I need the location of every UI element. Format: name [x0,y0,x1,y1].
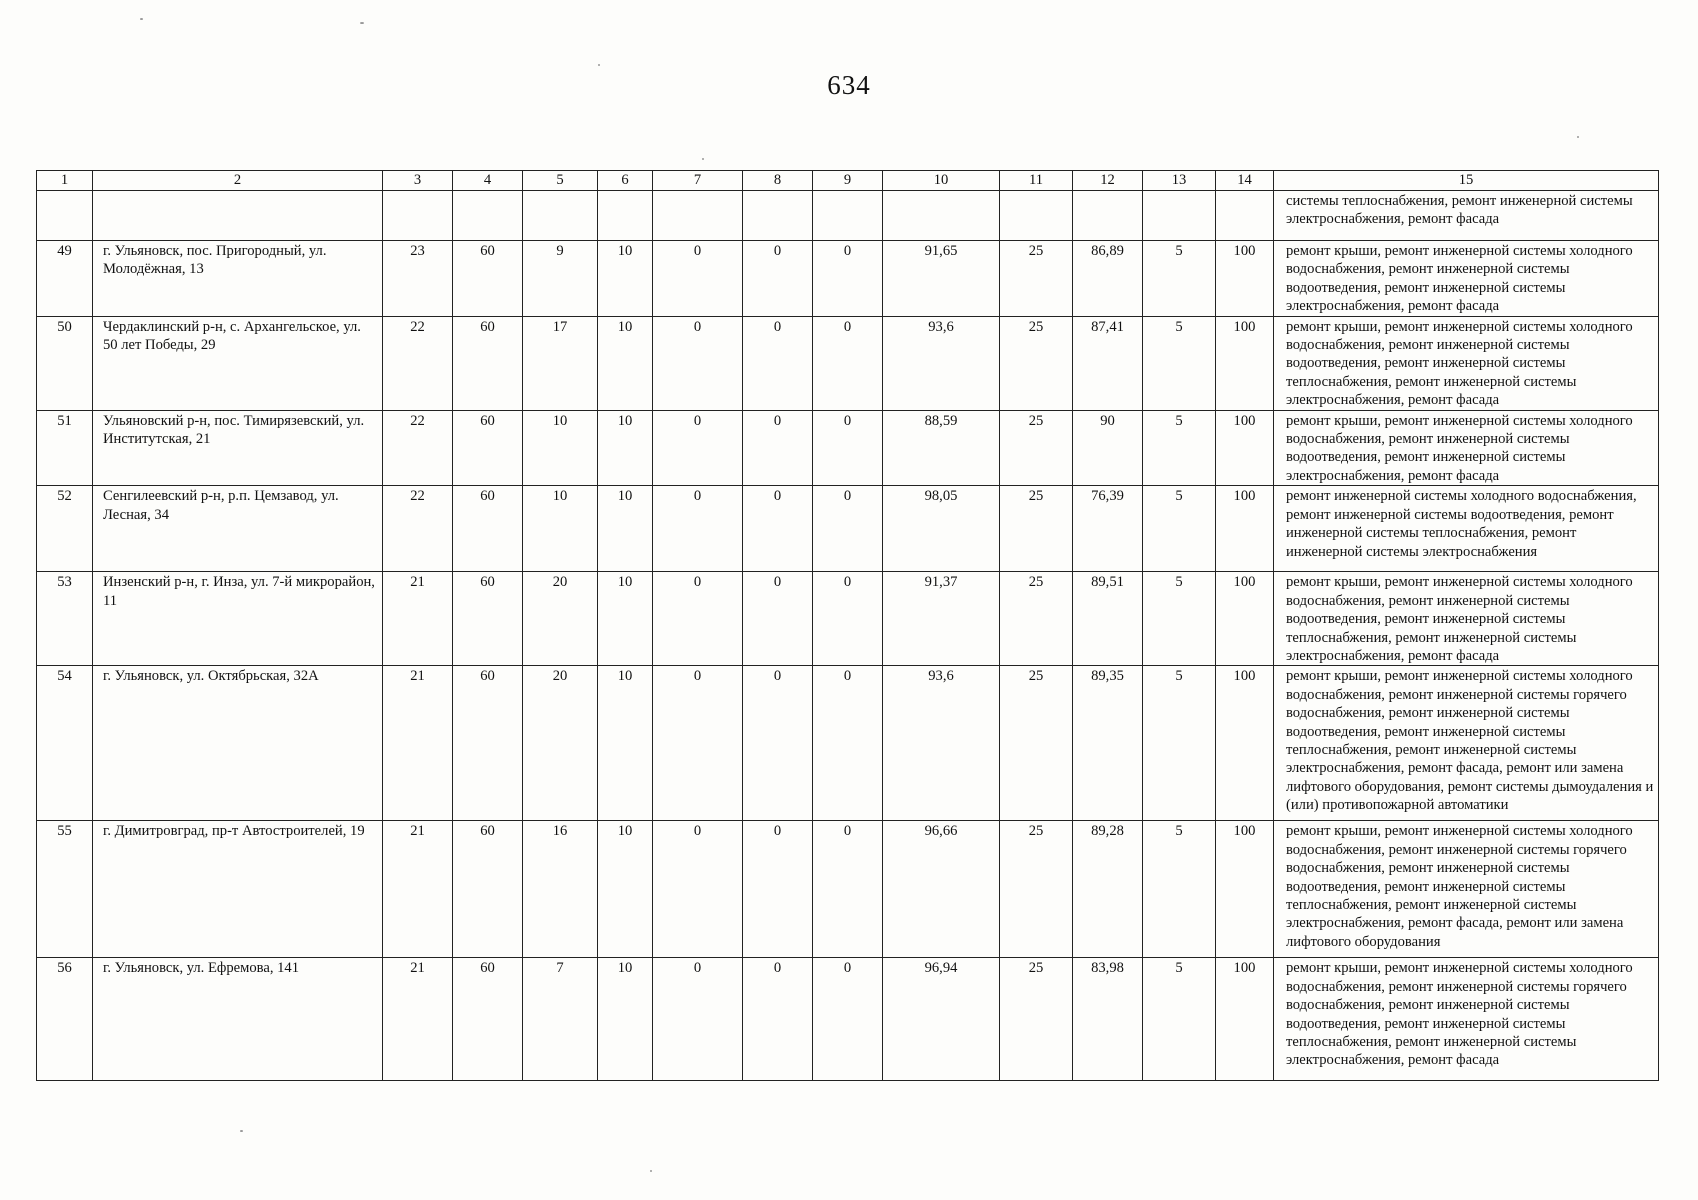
value-cell-col-14: 100 [1216,410,1274,486]
value-cell-col-12: 89,35 [1073,666,1143,821]
value-cell-col-3: 23 [383,241,453,317]
address-cell: г. Димитровград, пр-т Автостроителей, 19 [93,821,383,958]
row-number-cell: 56 [37,958,93,1081]
column-header-4: 4 [453,171,523,191]
works-cell: системы теплоснабжения, ремонт инженерной системы электроснабжения, ремонт фасада [1274,191,1659,241]
value-cell-col-14: 100 [1216,241,1274,317]
column-header-6: 6 [598,171,653,191]
row-number-cell: 49 [37,241,93,317]
address-cell [93,191,383,241]
value-cell-col-10: 96,66 [883,821,1000,958]
value-cell-col-13: 5 [1143,572,1216,666]
value-cell-col-13: 5 [1143,410,1216,486]
table-header-row [37,171,1659,191]
value-cell-col-9: 0 [813,410,883,486]
value-cell-col-11: 25 [1000,666,1073,821]
value-cell-col-11 [1000,191,1073,241]
value-cell-col-8: 0 [743,821,813,958]
value-cell-col-12: 86,89 [1073,241,1143,317]
works-cell: ремонт крыши, ремонт инженерной системы холодного водоснабжения, ремонт инженерной системы водоотведения, ремонт инженерной системы электроснабжения, ремонт фасада [1274,410,1659,486]
table-row [37,666,1659,821]
column-header-7: 7 [653,171,743,191]
value-cell-col-10: 93,6 [883,316,1000,410]
row-number-cell: 52 [37,486,93,572]
value-cell-col-3: 21 [383,572,453,666]
address-cell: г. Ульяновск, ул. Ефремова, 141 [93,958,383,1081]
value-cell-col-6 [598,191,653,241]
value-cell-col-11: 25 [1000,316,1073,410]
value-cell-col-8: 0 [743,410,813,486]
value-cell-col-7: 0 [653,821,743,958]
value-cell-col-9 [813,191,883,241]
value-cell-col-10 [883,191,1000,241]
value-cell-col-4: 60 [453,666,523,821]
value-cell-col-11: 25 [1000,821,1073,958]
value-cell-col-11: 25 [1000,572,1073,666]
page-number: 634 [827,70,871,100]
value-cell-col-8: 0 [743,572,813,666]
value-cell-col-7: 0 [653,410,743,486]
value-cell-col-12: 87,41 [1073,316,1143,410]
value-cell-col-5: 17 [523,316,598,410]
value-cell-col-14: 100 [1216,666,1274,821]
scan-speck [702,158,704,160]
value-cell-col-4 [453,191,523,241]
value-cell-col-14: 100 [1216,821,1274,958]
value-cell-col-9: 0 [813,572,883,666]
column-header-5: 5 [523,171,598,191]
value-cell-col-12: 89,28 [1073,821,1143,958]
value-cell-col-13: 5 [1143,821,1216,958]
value-cell-col-10: 93,6 [883,666,1000,821]
value-cell-col-13: 5 [1143,316,1216,410]
value-cell-col-9: 0 [813,958,883,1081]
column-header-2: 2 [93,171,383,191]
row-number-cell [37,191,93,241]
value-cell-col-3: 21 [383,666,453,821]
value-cell-col-11: 25 [1000,410,1073,486]
address-cell: Чердаклинский р-н, с. Архангельское, ул. 50 лет Победы, 29 [93,316,383,410]
scan-speck [240,1130,243,1132]
value-cell-col-3: 21 [383,821,453,958]
value-cell-col-4: 60 [453,572,523,666]
column-header-10: 10 [883,171,1000,191]
value-cell-col-7: 0 [653,572,743,666]
value-cell-col-5: 20 [523,572,598,666]
value-cell-col-8: 0 [743,666,813,821]
value-cell-col-7: 0 [653,241,743,317]
column-header-1: 1 [37,171,93,191]
value-cell-col-9: 0 [813,486,883,572]
row-number-cell: 55 [37,821,93,958]
address-cell: Инзенский р-н, г. Инза, ул. 7-й микрорайон, 11 [93,572,383,666]
works-cell: ремонт крыши, ремонт инженерной системы холодного водоснабжения, ремонт инженерной системы горячего водоснабжения, ремонт инженерной системы водоотведения, ремонт инженерной системы теплоснабжения, ремонт инженерной системы электроснабжения, ремонт фасада [1274,958,1659,1081]
value-cell-col-11: 25 [1000,241,1073,317]
value-cell-col-7: 0 [653,486,743,572]
value-cell-col-5: 16 [523,821,598,958]
value-cell-col-13: 5 [1143,486,1216,572]
value-cell-col-14: 100 [1216,486,1274,572]
value-cell-col-12: 83,98 [1073,958,1143,1081]
value-cell-col-6: 10 [598,486,653,572]
address-cell: г. Ульяновск, пос. Пригородный, ул. Молодёжная, 13 [93,241,383,317]
table-row [37,241,1659,317]
value-cell-col-5: 10 [523,486,598,572]
value-cell-col-13: 5 [1143,958,1216,1081]
value-cell-col-7 [653,191,743,241]
value-cell-col-10: 91,65 [883,241,1000,317]
value-cell-col-12: 89,51 [1073,572,1143,666]
value-cell-col-10: 88,59 [883,410,1000,486]
column-header-3: 3 [383,171,453,191]
value-cell-col-9: 0 [813,666,883,821]
value-cell-col-8: 0 [743,241,813,317]
column-header-15: 15 [1274,171,1659,191]
table-row [37,191,1659,241]
value-cell-col-3: 22 [383,410,453,486]
column-header-13: 13 [1143,171,1216,191]
value-cell-col-11: 25 [1000,486,1073,572]
row-number-cell: 54 [37,666,93,821]
value-cell-col-5: 9 [523,241,598,317]
table-row [37,486,1659,572]
value-cell-col-11: 25 [1000,958,1073,1081]
value-cell-col-3 [383,191,453,241]
row-number-cell: 50 [37,316,93,410]
value-cell-col-14: 100 [1216,572,1274,666]
table-row [37,821,1659,958]
value-cell-col-4: 60 [453,316,523,410]
value-cell-col-7: 0 [653,958,743,1081]
value-cell-col-7: 0 [653,316,743,410]
value-cell-col-5 [523,191,598,241]
value-cell-col-8 [743,191,813,241]
value-cell-col-4: 60 [453,958,523,1081]
value-cell-col-12: 76,39 [1073,486,1143,572]
value-cell-col-8: 0 [743,486,813,572]
column-header-14: 14 [1216,171,1274,191]
table-row [37,572,1659,666]
works-cell: ремонт крыши, ремонт инженерной системы холодного водоснабжения, ремонт инженерной системы водоотведения, ремонт инженерной системы электроснабжения, ремонт фасада [1274,241,1659,317]
value-cell-col-6: 10 [598,666,653,821]
value-cell-col-5: 20 [523,666,598,821]
works-cell: ремонт крыши, ремонт инженерной системы холодного водоснабжения, ремонт инженерной системы горячего водоснабжения, ремонт инженерной системы водоотведения, ремонт инженерной системы теплоснабжения, ремонт инженерной системы электроснабжения, ремонт фасада, ремонт или замена лифтового оборудования [1274,821,1659,958]
value-cell-col-4: 60 [453,821,523,958]
scan-speck [650,1170,652,1172]
value-cell-col-9: 0 [813,821,883,958]
value-cell-col-9: 0 [813,241,883,317]
address-cell: г. Ульяновск, ул. Октябрьская, 32А [93,666,383,821]
value-cell-col-3: 22 [383,316,453,410]
value-cell-col-7: 0 [653,666,743,821]
works-cell: ремонт крыши, ремонт инженерной системы холодного водоснабжения, ремонт инженерной системы горячего водоснабжения, ремонт инженерной системы водоотведения, ремонт инженерной системы теплоснабжения, ремонт инженерной системы электроснабжения, ремонт фасада, ремонт или замена лифтового оборудования, ремонт системы дымоудаления и (или) противопожарной автоматики [1274,666,1659,821]
row-number-cell: 53 [37,572,93,666]
value-cell-col-13: 5 [1143,666,1216,821]
column-header-11: 11 [1000,171,1073,191]
value-cell-col-14: 100 [1216,958,1274,1081]
table-body [37,191,1659,1081]
value-cell-col-6: 10 [598,572,653,666]
scan-speck [360,22,364,24]
value-cell-col-4: 60 [453,410,523,486]
row-number-cell: 51 [37,410,93,486]
value-cell-col-9: 0 [813,316,883,410]
value-cell-col-13 [1143,191,1216,241]
value-cell-col-5: 10 [523,410,598,486]
table-row [37,958,1659,1081]
value-cell-col-12 [1073,191,1143,241]
scan-speck [140,18,143,20]
value-cell-col-4: 60 [453,241,523,317]
scan-speck [598,64,600,66]
value-cell-col-6: 10 [598,410,653,486]
address-cell: Сенгилеевский р-н, р.п. Цемзавод, ул. Лесная, 34 [93,486,383,572]
value-cell-col-6: 10 [598,241,653,317]
table-row [37,316,1659,410]
works-cell: ремонт инженерной системы холодного водоснабжения, ремонт инженерной системы водоотведения, ремонт инженерной системы теплоснабжения, ремонт инженерной системы электроснабжения [1274,486,1659,572]
value-cell-col-8: 0 [743,316,813,410]
value-cell-col-12: 90 [1073,410,1143,486]
value-cell-col-5: 7 [523,958,598,1081]
column-header-9: 9 [813,171,883,191]
value-cell-col-10: 91,37 [883,572,1000,666]
value-cell-col-4: 60 [453,486,523,572]
column-header-8: 8 [743,171,813,191]
value-cell-col-10: 96,94 [883,958,1000,1081]
value-cell-col-14 [1216,191,1274,241]
value-cell-col-6: 10 [598,958,653,1081]
value-cell-col-13: 5 [1143,241,1216,317]
value-cell-col-8: 0 [743,958,813,1081]
value-cell-col-10: 98,05 [883,486,1000,572]
value-cell-col-3: 22 [383,486,453,572]
repair-program-table [36,170,1659,1081]
value-cell-col-3: 21 [383,958,453,1081]
scan-speck [1577,136,1579,138]
column-header-12: 12 [1073,171,1143,191]
works-cell: ремонт крыши, ремонт инженерной системы холодного водоснабжения, ремонт инженерной системы водоотведения, ремонт инженерной системы теплоснабжения, ремонт инженерной системы электроснабжения, ремонт фасада [1274,316,1659,410]
works-cell: ремонт крыши, ремонт инженерной системы холодного водоснабжения, ремонт инженерной системы водоотведения, ремонт инженерной системы теплоснабжения, ремонт инженерной системы электроснабжения, ремонт фасада [1274,572,1659,666]
table-row [37,410,1659,486]
value-cell-col-14: 100 [1216,316,1274,410]
value-cell-col-6: 10 [598,316,653,410]
address-cell: Ульяновский р-н, пос. Тимирязевский, ул. Институтская, 21 [93,410,383,486]
value-cell-col-6: 10 [598,821,653,958]
